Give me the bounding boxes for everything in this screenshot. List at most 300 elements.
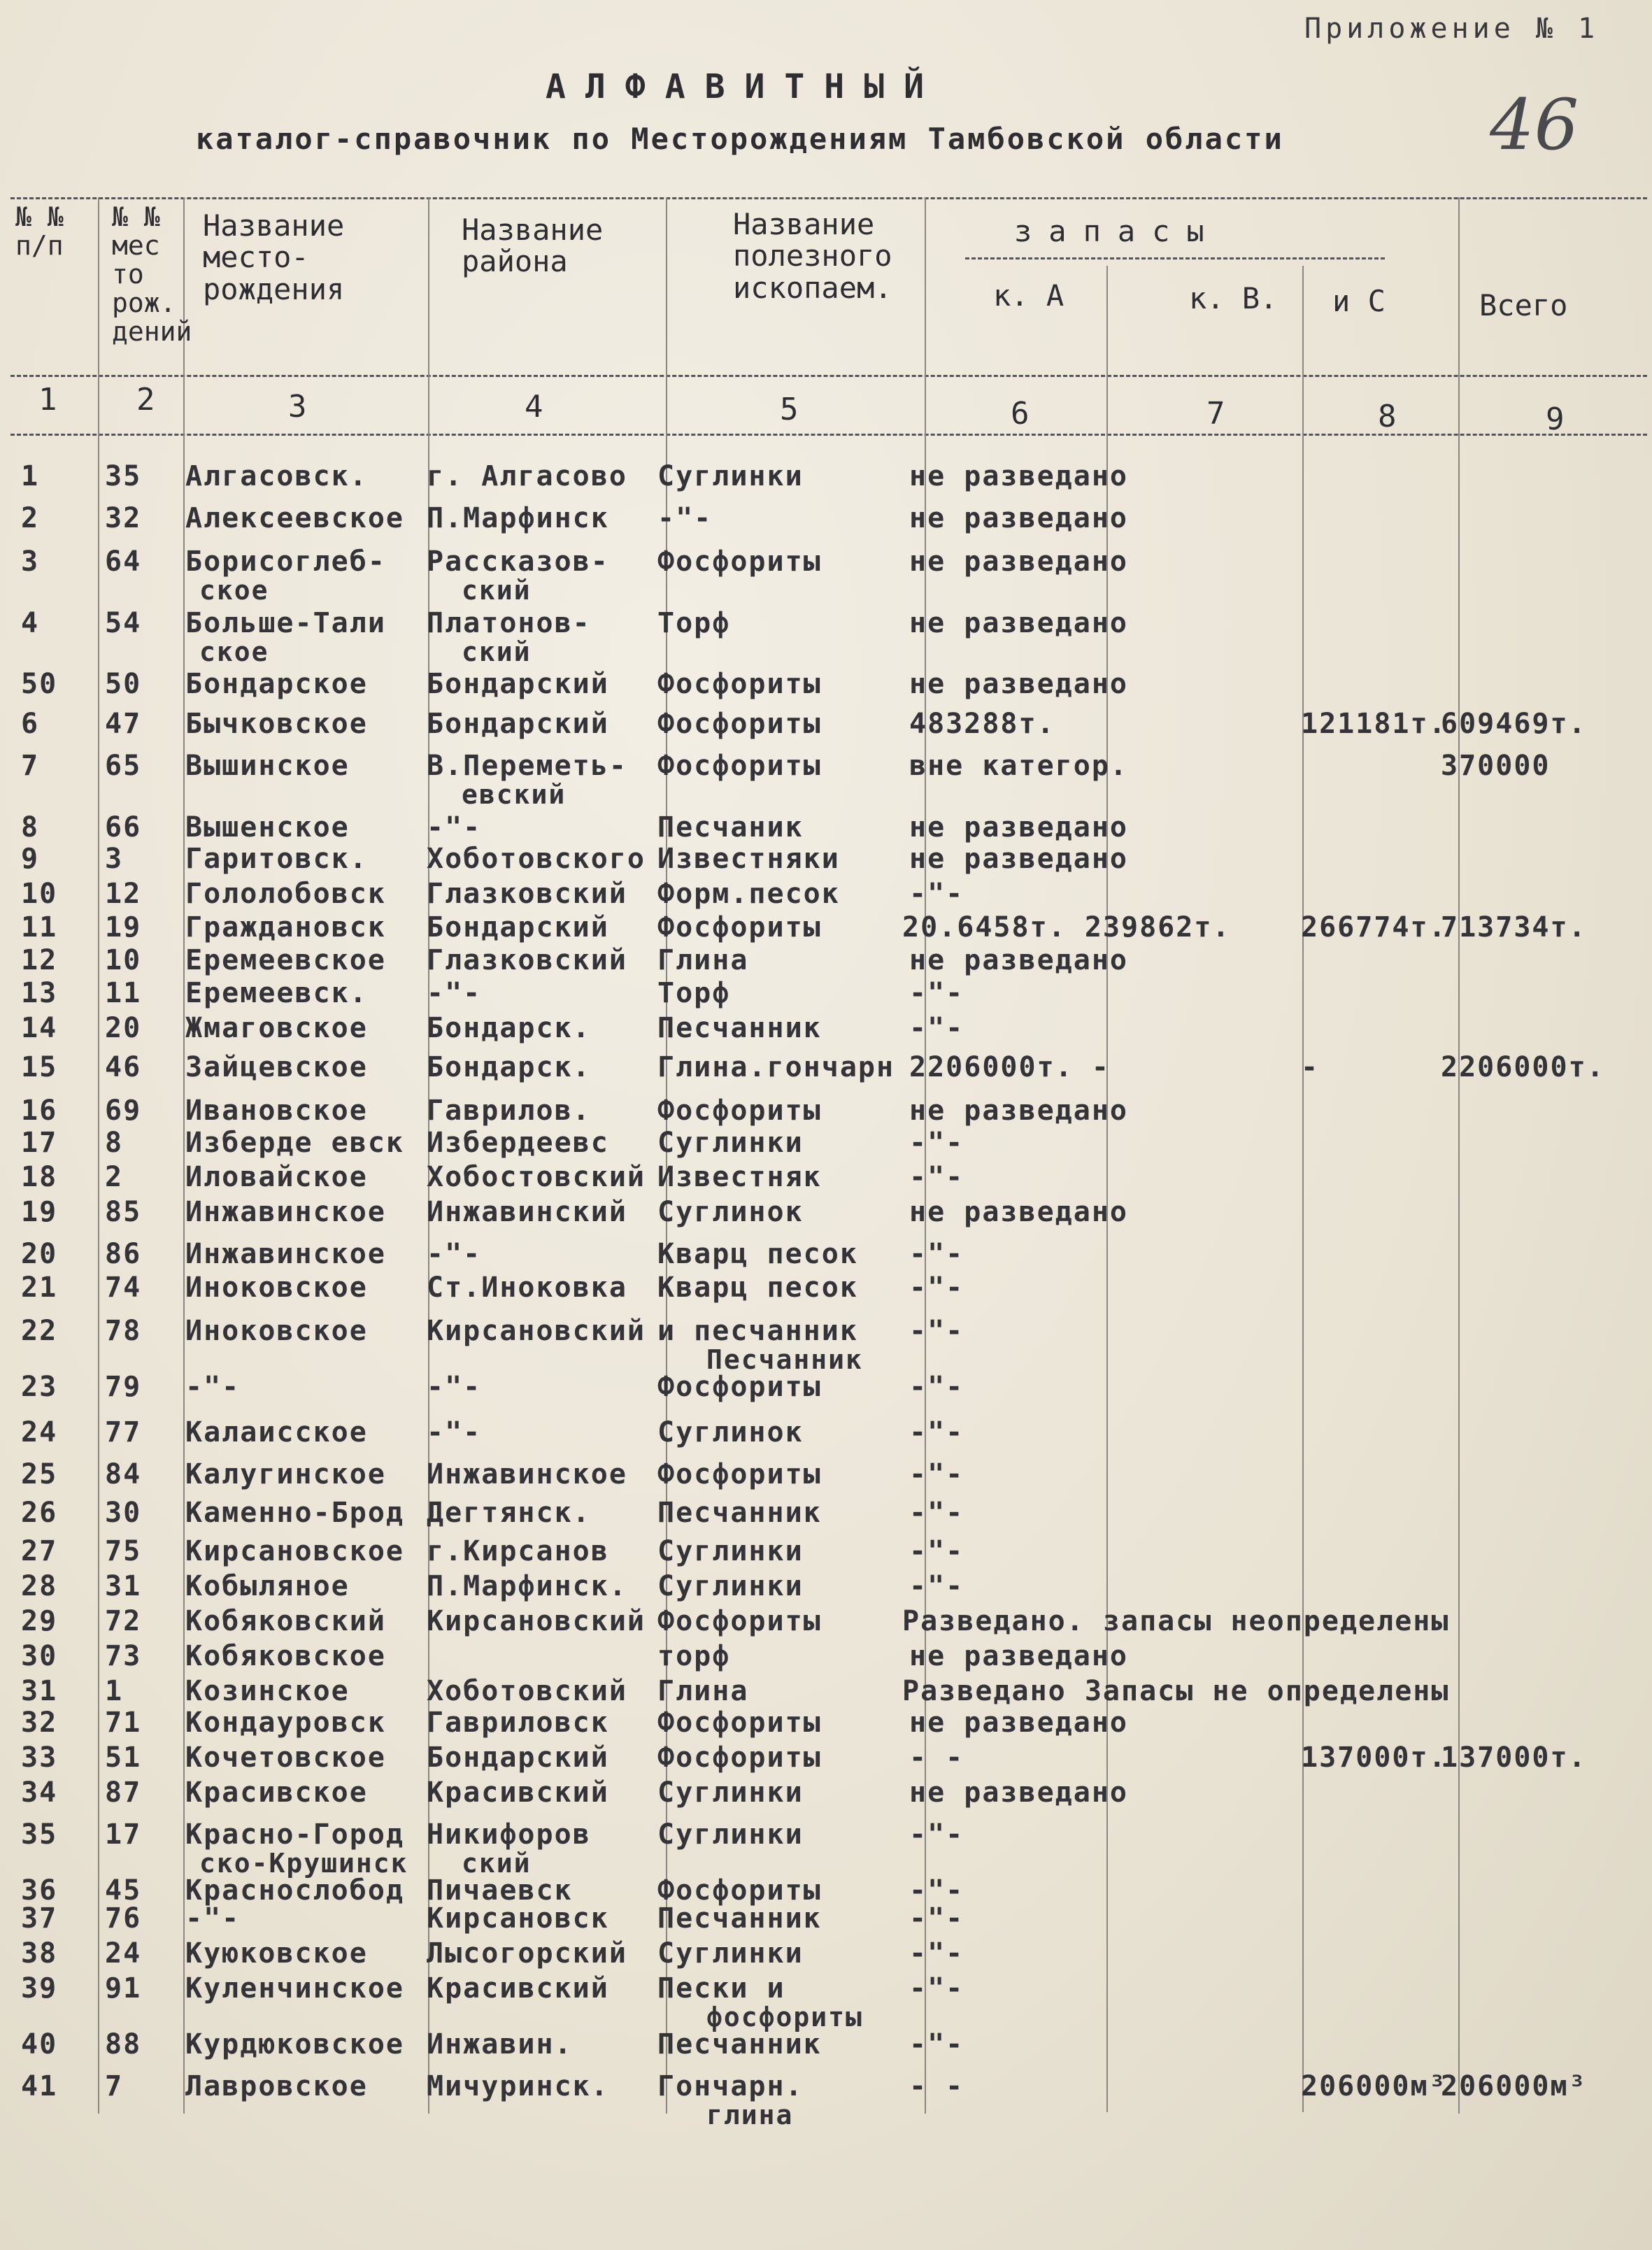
district-name: В.Переметь- <box>427 750 627 782</box>
mineral-name: Суглинок <box>657 1196 804 1228</box>
district-name-continued: евский <box>462 779 567 810</box>
district-name: Красивский <box>427 1972 609 2005</box>
column-number: 8 <box>1378 399 1397 434</box>
total-value: 2206000т. <box>1441 1051 1605 1083</box>
folio-number: 46 <box>1490 84 1579 166</box>
mineral-name: Фосфориты <box>657 1371 822 1403</box>
deposit-number: 85 <box>105 1196 142 1228</box>
reserves-value: не разведано <box>909 843 1128 875</box>
deposit-name: Иноковское <box>185 1272 368 1304</box>
deposit-number: 73 <box>105 1640 142 1672</box>
category-c-value: 137000т. <box>1301 1742 1447 1774</box>
document-subtitle: каталог-справочник по Месторождениям Тамбовской области <box>196 122 1284 156</box>
row-number: 31 <box>21 1675 58 1707</box>
mineral-name: торф <box>657 1640 731 1672</box>
row-number: 13 <box>21 977 58 1009</box>
district-name: Бондарск. <box>427 1012 591 1044</box>
row-number: 19 <box>21 1196 58 1228</box>
table-row <box>0 708 1652 740</box>
deposit-number: 2 <box>105 1161 124 1193</box>
district-name: Инжавинское <box>427 1458 627 1490</box>
district-name: г. Алгасово <box>427 460 627 492</box>
district-name: Кирсановский <box>427 1605 646 1637</box>
deposit-number: 12 <box>105 878 142 910</box>
row-number: 41 <box>21 2070 58 2102</box>
reserves-value: -"- <box>909 1315 964 1347</box>
table-row <box>0 1315 1652 1375</box>
district-name: Бондарский <box>427 708 609 740</box>
district-name: Бондарский <box>427 911 609 944</box>
mineral-name: и песчанник <box>657 1315 858 1347</box>
deposit-number: 64 <box>105 546 142 578</box>
mineral-name: Суглинки <box>657 1127 804 1159</box>
table-row <box>0 811 1652 843</box>
deposit-number: 47 <box>105 708 142 740</box>
deposit-number: 17 <box>105 1818 142 1851</box>
mineral-name: Суглинки <box>657 1570 804 1602</box>
table-row <box>0 1776 1652 1809</box>
table-row <box>0 1238 1652 1270</box>
deposit-number: 20 <box>105 1012 142 1044</box>
table-row <box>0 668 1652 700</box>
deposit-number: 69 <box>105 1095 142 1127</box>
mineral-name: Фосфориты <box>657 1707 822 1739</box>
deposit-name: Кобяковский <box>185 1605 386 1637</box>
deposit-name: Лавровское <box>185 2070 368 2102</box>
mineral-name: Фосфориты <box>657 546 822 578</box>
mineral-name: Фосфориты <box>657 750 822 782</box>
column-number: 1 <box>38 382 57 418</box>
mineral-name-continued: фосфориты <box>706 2002 863 2032</box>
table-row <box>0 750 1652 810</box>
header-deposit-number: № № мес то рож. дений <box>112 201 192 348</box>
deposit-number: 51 <box>105 1742 142 1774</box>
header-category-a: к. А <box>993 278 1064 313</box>
deposit-name: Кобяковское <box>185 1640 386 1672</box>
reserves-value: -"- <box>909 1238 964 1270</box>
category-c-value: - <box>1301 1051 1320 1083</box>
district-name: Хоботовского <box>427 843 646 875</box>
mineral-name: Песчаник <box>657 811 804 843</box>
table-row <box>0 1012 1652 1044</box>
district-name: Лысогорский <box>427 1937 627 1970</box>
district-name: г.Кирсанов <box>427 1535 609 1567</box>
deposit-name: Куленчинское <box>185 1972 404 2005</box>
table-row <box>0 944 1652 976</box>
row-number: 24 <box>21 1416 58 1448</box>
deposit-number: 88 <box>105 2028 142 2060</box>
mineral-name: Кварц песок <box>657 1272 858 1304</box>
table-row <box>0 1972 1652 2032</box>
district-name: П.Марфинск <box>427 502 609 534</box>
mineral-name: Гончарн. <box>657 2070 804 2102</box>
deposit-name: Алексеевское <box>185 502 404 534</box>
deposit-number: 87 <box>105 1776 142 1809</box>
header-district: Название района <box>462 213 604 279</box>
reserves-value: -"- <box>909 1127 964 1159</box>
mineral-name: Торф <box>657 607 731 639</box>
mineral-name: Глина <box>657 1675 749 1707</box>
row-number: 6 <box>21 708 40 740</box>
total-value: 206000м³ <box>1441 2070 1587 2102</box>
row-number: 2 <box>21 502 40 534</box>
row-number: 33 <box>21 1742 58 1774</box>
row-number: 36 <box>21 1874 58 1907</box>
district-name: Платонов- <box>427 607 591 639</box>
district-name: Дегтянск. <box>427 1497 591 1529</box>
table-row <box>0 2028 1652 2060</box>
reserves-value: - - <box>909 1742 964 1774</box>
total-value: 370000 <box>1441 750 1551 782</box>
row-number: 18 <box>21 1161 58 1193</box>
district-name: -"- <box>427 1416 482 1448</box>
row-number: 10 <box>21 878 58 910</box>
row-number: 17 <box>21 1127 58 1159</box>
deposit-name-continued: ское <box>199 636 269 667</box>
table-row <box>0 977 1652 1009</box>
reserves-value: не разведано <box>909 1776 1128 1809</box>
deposit-name: Кондауровск <box>185 1707 386 1739</box>
column-number: 5 <box>780 392 799 427</box>
deposit-number: 71 <box>105 1707 142 1739</box>
mineral-name: Фосфориты <box>657 1605 822 1637</box>
column-number: 4 <box>525 389 543 425</box>
deposit-number: 3 <box>105 843 124 875</box>
reserves-value: 483288т. <box>909 708 1055 740</box>
table-row <box>0 1818 1652 1879</box>
reserves-value: не разведано <box>909 944 1128 976</box>
reserves-value: не разведано <box>909 668 1128 700</box>
deposit-number: 10 <box>105 944 142 976</box>
reserves-value: -"- <box>909 1416 964 1448</box>
header-bottom-rule <box>10 375 1647 377</box>
table-row <box>0 1570 1652 1602</box>
deposit-name: -"- <box>185 1902 241 1935</box>
reserves-value: не разведано <box>909 502 1128 534</box>
deposit-number: 91 <box>105 1972 142 2005</box>
district-name: Ст.Иноковка <box>427 1272 627 1304</box>
district-name-continued: ский <box>462 636 532 667</box>
row-number: 37 <box>21 1902 58 1935</box>
reserves-value: не разведано <box>909 1095 1128 1127</box>
reserves-value: не разведано <box>909 1640 1128 1672</box>
header-category-b: к. В. <box>1189 281 1278 315</box>
mineral-name: Суглинки <box>657 1818 804 1851</box>
district-name: Бондарский <box>427 1742 609 1774</box>
mineral-name-continued: глина <box>706 2100 794 2130</box>
deposit-number: 75 <box>105 1535 142 1567</box>
mineral-name: Форм.песок <box>657 878 840 910</box>
district-name: Мичуринск. <box>427 2070 609 2102</box>
deposit-number: 24 <box>105 1937 142 1970</box>
deposit-number: 54 <box>105 607 142 639</box>
table-row <box>0 1707 1652 1739</box>
mineral-name: Фосфориты <box>657 708 822 740</box>
mineral-name: Глина <box>657 944 749 976</box>
table-row <box>0 1051 1652 1083</box>
district-name: Бондарский <box>427 668 609 700</box>
column-number: 7 <box>1206 396 1225 432</box>
header-category-c: и С <box>1332 284 1386 318</box>
deposit-name: Изберде евск <box>185 1127 404 1159</box>
mineral-name: Суглинки <box>657 1937 804 1970</box>
deposit-name: Иноковское <box>185 1315 368 1347</box>
deposit-name: Еремеевское <box>185 944 386 976</box>
mineral-name: Суглинки <box>657 460 804 492</box>
table-row <box>0 1675 1652 1707</box>
deposit-number: 65 <box>105 750 142 782</box>
deposit-number: 78 <box>105 1315 142 1347</box>
district-name: Кирсановск <box>427 1902 609 1935</box>
row-number: 35 <box>21 1818 58 1851</box>
district-name: П.Марфинск. <box>427 1570 627 1602</box>
table-top-rule <box>10 197 1647 199</box>
reserves-value: -"- <box>909 1902 964 1935</box>
deposit-name: Ивановское <box>185 1095 368 1127</box>
table-row <box>0 1095 1652 1127</box>
reserves-value: 20.6458т. 239862т. <box>902 911 1231 944</box>
row-number: 3 <box>21 546 40 578</box>
mineral-name: Фосфориты <box>657 1874 822 1907</box>
document-title: АЛФАВИТНЫЙ <box>546 67 944 106</box>
reserves-value: 2206000т. - <box>909 1051 1110 1083</box>
mineral-name: Песчанник <box>657 2028 822 2060</box>
deposit-name: Гололобовск <box>185 878 386 910</box>
mineral-name: Суглинок <box>657 1416 804 1448</box>
deposit-name: Кочетовское <box>185 1742 386 1774</box>
mineral-name: Пески и <box>657 1972 785 2005</box>
row-number: 9 <box>21 843 40 875</box>
deposit-name: Иловайское <box>185 1161 368 1193</box>
deposit-number: 72 <box>105 1605 142 1637</box>
deposit-number: 79 <box>105 1371 142 1403</box>
district-name: -"- <box>427 1238 482 1270</box>
row-number: 50 <box>21 668 58 700</box>
reserves-value: -"- <box>909 1161 964 1193</box>
row-number: 8 <box>21 811 40 843</box>
district-name: Глазковский <box>427 944 627 976</box>
table-row <box>0 1640 1652 1672</box>
deposit-name: Каменно-Брод <box>185 1497 404 1529</box>
annex-label: Приложение № 1 <box>1304 13 1600 45</box>
total-value: 609469т. <box>1441 708 1587 740</box>
row-number: 38 <box>21 1937 58 1970</box>
table-row <box>0 1371 1652 1403</box>
deposit-number: 66 <box>105 811 142 843</box>
deposit-name: Граждановск <box>185 911 386 944</box>
table-row <box>0 1605 1652 1637</box>
column-number: 2 <box>136 382 155 418</box>
mineral-name: Песчанник <box>657 1902 822 1935</box>
row-number: 16 <box>21 1095 58 1127</box>
table-row <box>0 1127 1652 1159</box>
mineral-name: Фосфориты <box>657 911 822 944</box>
district-name: -"- <box>427 811 482 843</box>
district-name: Инжавинский <box>427 1196 627 1228</box>
row-number: 34 <box>21 1776 58 1809</box>
mineral-name: Кварц песок <box>657 1238 858 1270</box>
table-row <box>0 1196 1652 1228</box>
table-row <box>0 1161 1652 1193</box>
deposit-number: 84 <box>105 1458 142 1490</box>
row-number: 7 <box>21 750 40 782</box>
deposit-number: 35 <box>105 460 142 492</box>
row-number: 32 <box>21 1707 58 1739</box>
total-value: 713734т. <box>1441 911 1587 944</box>
row-number: 20 <box>21 1238 58 1270</box>
deposit-name: Больше-Тали <box>185 607 386 639</box>
deposit-name: Зайцевское <box>185 1051 368 1083</box>
column-number: 3 <box>288 389 307 425</box>
row-number: 4 <box>21 607 40 639</box>
district-name-continued: ский <box>462 575 532 606</box>
table-row <box>0 1535 1652 1567</box>
deposit-number: 76 <box>105 1902 142 1935</box>
reserves-value: -"- <box>909 1570 964 1602</box>
deposit-number: 46 <box>105 1051 142 1083</box>
deposit-name: Бычковское <box>185 708 368 740</box>
reserves-value: - - <box>909 2070 964 2102</box>
reserves-value: не разведано <box>909 1707 1128 1739</box>
reserves-value: -"- <box>909 1874 964 1907</box>
reserves-value: -"- <box>909 1272 964 1304</box>
header-reserves: запасы <box>1014 214 1221 248</box>
mineral-name: Торф <box>657 977 731 1009</box>
table-row <box>0 502 1652 534</box>
district-name: Гавриловск <box>427 1707 609 1739</box>
mineral-name: Фосфориты <box>657 668 822 700</box>
district-name: Глазковский <box>427 878 627 910</box>
deposit-number: 31 <box>105 1570 142 1602</box>
table-row <box>0 460 1652 492</box>
deposit-name: Калаисское <box>185 1416 368 1448</box>
row-number: 27 <box>21 1535 58 1567</box>
deposit-name-continued: ское <box>199 575 269 606</box>
table-row <box>0 1458 1652 1490</box>
table-row <box>0 1902 1652 1935</box>
row-number: 15 <box>21 1051 58 1083</box>
row-number: 26 <box>21 1497 58 1529</box>
deposit-name: Красно-Город <box>185 1818 404 1851</box>
deposit-number: 45 <box>105 1874 142 1907</box>
deposit-name: Инжавинское <box>185 1196 386 1228</box>
row-number: 21 <box>21 1272 58 1304</box>
district-name: -"- <box>427 1371 482 1403</box>
mineral-name: -"- <box>657 502 713 534</box>
district-name: Никифоров <box>427 1818 591 1851</box>
deposit-name: Гаритовск. <box>185 843 368 875</box>
deposit-name: Козинское <box>185 1675 350 1707</box>
reserves-value: не разведано <box>909 607 1128 639</box>
mineral-name-continued: Песчанник <box>706 1344 863 1375</box>
table-row <box>0 1742 1652 1774</box>
reserves-value: -"- <box>909 878 964 910</box>
total-value: 137000т. <box>1441 1742 1587 1774</box>
district-name: Хоботовский <box>427 1675 627 1707</box>
column-number-rule <box>10 434 1647 436</box>
table-row <box>0 546 1652 606</box>
reserves-value: -"- <box>909 2028 964 2060</box>
reserves-value: -"- <box>909 1972 964 2005</box>
table-row <box>0 843 1652 875</box>
district-name: -"- <box>427 977 482 1009</box>
table-row <box>0 607 1652 667</box>
mineral-name: Фосфориты <box>657 1095 822 1127</box>
deposit-number: 50 <box>105 668 142 700</box>
reserves-value: Разведано. запасы неопределены <box>902 1605 1450 1637</box>
district-name: Хобостовский <box>427 1161 646 1193</box>
deposit-name: Инжавинское <box>185 1238 386 1270</box>
table-row <box>0 1874 1652 1907</box>
column-number: 9 <box>1546 401 1565 437</box>
category-c-value: 266774т. <box>1301 911 1447 944</box>
reserves-value: не разведано <box>909 460 1128 492</box>
column-number: 6 <box>1011 396 1030 432</box>
reserves-value: -"- <box>909 977 964 1009</box>
deposit-number: 86 <box>105 1238 142 1270</box>
row-number: 40 <box>21 2028 58 2060</box>
district-name: Пичаевск <box>427 1874 573 1907</box>
table-row <box>0 878 1652 910</box>
deposit-name: Борисоглеб- <box>185 546 386 578</box>
mineral-name: Фосфориты <box>657 1742 822 1774</box>
reserves-value: -"- <box>909 1012 964 1044</box>
district-name: Красивский <box>427 1776 609 1809</box>
deposit-name: Бондарское <box>185 668 368 700</box>
deposit-number: 32 <box>105 502 142 534</box>
table-row <box>0 1272 1652 1304</box>
mineral-name: Известняки <box>657 843 840 875</box>
table-row <box>0 2070 1652 2130</box>
deposit-name: -"- <box>185 1371 241 1403</box>
deposit-number: 30 <box>105 1497 142 1529</box>
district-name: Бондарск. <box>427 1051 591 1083</box>
reserves-value: не разведано <box>909 1196 1128 1228</box>
row-number: 28 <box>21 1570 58 1602</box>
reserves-value: Разведано Запасы не определены <box>902 1675 1450 1707</box>
reserves-value: не разведано <box>909 811 1128 843</box>
reserves-value: -"- <box>909 1535 964 1567</box>
district-name: Рассказов- <box>427 546 609 578</box>
reserves-value: вне категор. <box>909 750 1128 782</box>
deposit-number: 1 <box>105 1675 124 1707</box>
mineral-name: Суглинки <box>657 1535 804 1567</box>
mineral-name: Глина.гончарн <box>657 1051 895 1083</box>
header-total: Всего <box>1479 288 1568 322</box>
row-number: 12 <box>21 944 58 976</box>
reserves-value: -"- <box>909 1458 964 1490</box>
mineral-name: Песчанник <box>657 1497 822 1529</box>
deposit-name: Вышинское <box>185 750 350 782</box>
deposit-name: Курдюковское <box>185 2028 404 2060</box>
header-deposit-name: Название место- рождения <box>203 208 345 306</box>
table-row <box>0 1497 1652 1529</box>
row-number: 11 <box>21 911 58 944</box>
district-name: Кирсановский <box>427 1315 646 1347</box>
header-row-number: № № п/п <box>15 201 64 262</box>
reserves-value: -"- <box>909 1371 964 1403</box>
deposit-number: 19 <box>105 911 142 944</box>
deposit-name: Кобыляное <box>185 1570 350 1602</box>
mineral-name: Суглинки <box>657 1776 804 1809</box>
deposit-number: 11 <box>105 977 142 1009</box>
row-number: 29 <box>21 1605 58 1637</box>
deposit-number: 8 <box>105 1127 124 1159</box>
row-number: 39 <box>21 1972 58 2005</box>
mineral-name: Песчанник <box>657 1012 822 1044</box>
reserves-value: не разведано <box>909 546 1128 578</box>
row-number: 14 <box>21 1012 58 1044</box>
